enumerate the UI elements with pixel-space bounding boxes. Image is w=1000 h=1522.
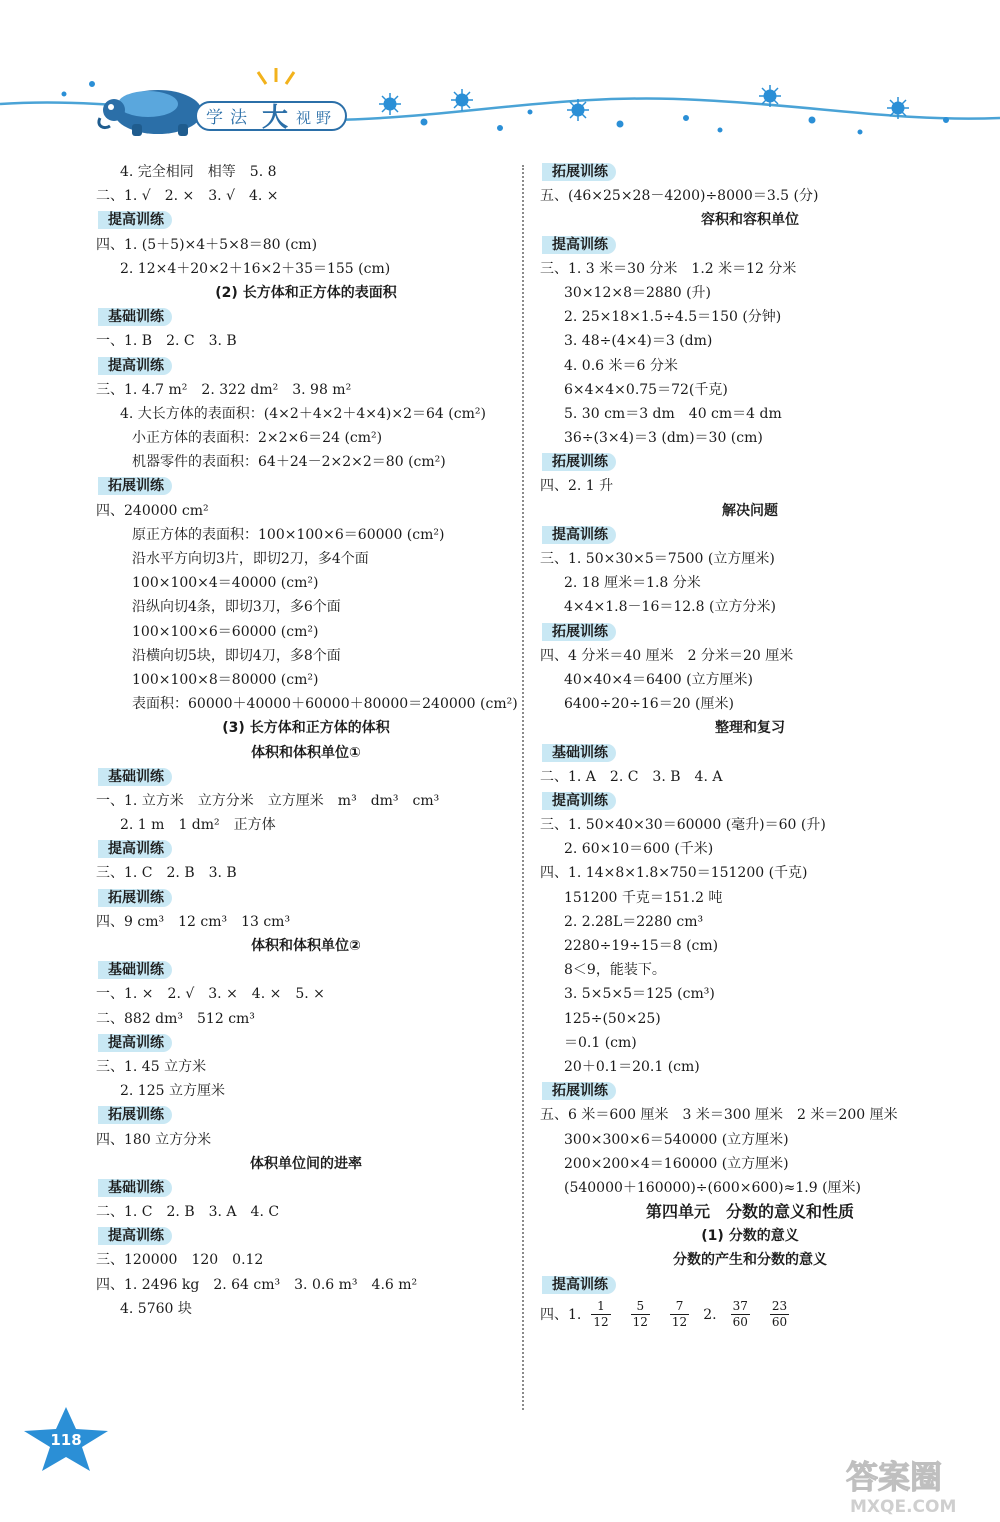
- section-label: 提高训练: [98, 357, 172, 375]
- answer-line: 三、120000 120 0.12: [96, 1252, 264, 1269]
- answer-line: 三、1. C 2. B 3. B: [96, 865, 237, 882]
- answer-line: 2. 60×10＝600 (千米): [564, 841, 714, 858]
- section-label-row: [96, 765, 516, 789]
- fraction-denominator: 12: [671, 1315, 688, 1330]
- section-label-row: [540, 1079, 960, 1103]
- answer-line: 2. 12×4＋20×2＋16×2＋35＝155 (cm): [120, 260, 391, 277]
- answer-line: 四、4 分米＝40 厘米 2 分米＝20 厘米: [540, 647, 794, 664]
- answer-line: 一、1. B 2. C 3. B: [96, 333, 237, 350]
- section-label: 基础训练: [98, 768, 172, 786]
- answer-line: 20＋0.1＝20.1 (cm): [564, 1058, 700, 1075]
- section-label-row: [96, 1031, 516, 1055]
- section-label-row: [96, 1103, 516, 1127]
- answer-line: 一、1. × 2. √ 3. × 4. × 5. ×: [96, 986, 325, 1003]
- answer-line: 200×200×4＝160000 (立方厘米): [564, 1155, 789, 1172]
- section-label: 基础训练: [98, 308, 172, 326]
- fraction-denominator: 12: [632, 1315, 648, 1330]
- answer-line: 4. 完全相同 相等 5. 8: [120, 164, 277, 180]
- answer-line: ＝0.1 (cm): [564, 1034, 637, 1051]
- fraction-numerator: 7: [670, 1299, 689, 1315]
- answer-line: 原正方体的表面积：100×100×6＝60000 (cm²): [132, 526, 445, 543]
- answer-line: 三、1. 45 立方米: [96, 1058, 207, 1075]
- answer-line: 100×100×6＝60000 (cm²): [132, 623, 319, 640]
- answer-line: 300×300×6＝540000 (立方厘米): [564, 1131, 789, 1148]
- section-heading: (3) 长方体和正方体的体积: [222, 720, 390, 737]
- answer-line: 三、1. 4.7 m² 2. 322 dm² 3. 98 m²: [96, 381, 352, 398]
- section-label: 提高训练: [542, 236, 616, 254]
- section-label: 基础训练: [542, 744, 616, 762]
- answer-line: 二、1. C 2. B 3. A 4. C: [96, 1204, 280, 1221]
- answer-line: 100×100×4＝40000 (cm²): [132, 575, 319, 592]
- section-label: 拓展训练: [542, 623, 616, 641]
- section-label: 提高训练: [542, 526, 616, 544]
- section-label-row: [96, 208, 516, 232]
- fraction-answer-line: [540, 1297, 960, 1333]
- fraction-numerator: 5: [631, 1299, 650, 1315]
- answer-line: 二、882 dm³ 512 cm³: [96, 1010, 255, 1027]
- section-label-row: [540, 523, 960, 547]
- page-number: 118: [50, 1431, 82, 1449]
- section-label-row: [540, 450, 960, 474]
- turtle-mascot-icon: [99, 90, 202, 136]
- section-heading: 体积和体积单位②: [251, 938, 361, 954]
- answer-line: 6×4×4×0.75＝72(千克): [564, 381, 728, 398]
- answer-line: 36÷(3×4)＝3 (dm)＝30 (cm): [564, 430, 763, 447]
- section-label: 提高训练: [542, 792, 616, 810]
- answer-line: 五、6 米＝600 厘米 3 米＝300 厘米 2 米＝200 厘米: [540, 1107, 898, 1124]
- svg-text:学: 学: [206, 108, 223, 128]
- watermark-main-text: 答案圈: [846, 1458, 943, 1496]
- answer-line: 4. 大长方体的表面积：(4×2＋4×2＋4×4)×2＝64 (cm²): [120, 405, 486, 422]
- svg-text:视: 视: [296, 109, 312, 127]
- section-label-row: [540, 741, 960, 765]
- section-heading: 体积单位间的进率: [250, 1155, 362, 1172]
- answer-line: 一、1. 立方米 立方分米 立方厘米 m³ dm³ cm³: [96, 792, 440, 809]
- section-label: 拓展训练: [542, 453, 616, 471]
- unit-title: 第四单元 分数的意义和性质: [645, 1202, 854, 1222]
- section-heading: 分数的产生和分数的意义: [673, 1252, 827, 1269]
- answer-line: 8＜9，能装下。: [564, 962, 666, 979]
- answer-line: 五、(46×25×28－4200)÷8000＝3.5 (分): [540, 188, 819, 205]
- section-label: 基础训练: [98, 1179, 172, 1197]
- answer-line: 100×100×8＝80000 (cm²): [132, 671, 319, 688]
- fraction: [670, 1299, 689, 1330]
- fraction-numerator: 1: [591, 1299, 610, 1315]
- answer-line: 2. 18 厘米＝1.8 分米: [564, 575, 701, 592]
- answer-line: 151200 千克＝151.2 吨: [564, 889, 723, 906]
- answer-line: 125÷(50×25): [564, 1010, 661, 1027]
- section-label-row: [96, 305, 516, 329]
- section-heading: 整理和复习: [715, 720, 785, 737]
- answer-line: 小正方体的表面积：2×2×6＝24 (cm²): [132, 430, 383, 447]
- answer-line: 三、1. 3 米＝30 分米 1.2 米＝12 分米: [540, 260, 797, 277]
- answer-line: 6400÷20÷16＝20 (厘米): [564, 696, 734, 713]
- section-heading: (1) 分数的意义: [701, 1228, 799, 1245]
- answer-line: 四、9 cm³ 12 cm³ 13 cm³: [96, 913, 291, 930]
- svg-text:大: 大: [262, 103, 289, 133]
- watermark: [842, 1452, 992, 1522]
- answer-number: 2.: [703, 1306, 717, 1323]
- answer-line: 四、1. 2496 kg 2. 64 cm³ 3. 0.6 m³ 4.6 m²: [96, 1276, 418, 1293]
- answer-line: 3. 48÷(4×4)＝3 (dm): [564, 333, 713, 350]
- answer-line: 4. 0.6 米＝6 分米: [564, 357, 678, 374]
- answer-line: 四、1. 14×8×1.8×750＝151200 (千克): [540, 865, 808, 882]
- page-number-badge: [20, 1405, 112, 1473]
- section-label-row: [96, 1176, 516, 1200]
- section-label: 提高训练: [98, 1034, 172, 1052]
- section-label: 提高训练: [98, 211, 172, 229]
- section-heading: (2) 长方体和正方体的表面积: [215, 284, 397, 301]
- answer-line: 2. 2.28L＝2280 cm³: [564, 913, 704, 930]
- section-label-row: [96, 837, 516, 861]
- fraction: [731, 1299, 750, 1330]
- watermark-sub-text: MXQE.COM: [850, 1497, 957, 1517]
- svg-text:法: 法: [230, 108, 247, 128]
- section-label: 提高训练: [542, 1276, 616, 1294]
- section-label: 拓展训练: [542, 1082, 616, 1100]
- answer-line: (540000＋160000)÷(600×600)≈1.9 (厘米): [564, 1179, 862, 1196]
- answer-line: 4×4×1.8－16＝12.8 (立方分米): [564, 599, 776, 616]
- page-header: [0, 0, 1000, 160]
- section-label-row: [540, 620, 960, 644]
- answer-line: 沿横向切5块，即切4刀，多8个面: [132, 647, 341, 664]
- svg-text:野: 野: [316, 109, 332, 127]
- answer-line: 二、1. A 2. C 3. B 4. A: [540, 768, 723, 785]
- header-banner: [0, 0, 1000, 160]
- section-label: 拓展训练: [98, 889, 172, 907]
- section-label-row: [96, 1224, 516, 1248]
- answer-line: 机器零件的表面积：64＋24－2×2×2＝80 (cm²): [132, 454, 446, 471]
- section-label-row: [540, 1273, 960, 1297]
- answer-prefix: 四、1.: [540, 1306, 582, 1323]
- section-label-row: [96, 886, 516, 910]
- answer-line: 四、180 立方分米: [96, 1131, 212, 1148]
- section-label-row: [540, 789, 960, 813]
- logo-badge: [196, 68, 346, 133]
- fraction-numerator: 37: [732, 1299, 748, 1314]
- section-label-row: [96, 354, 516, 378]
- section-label-row: [540, 160, 960, 184]
- answer-line: 四、2. 1 升: [540, 478, 614, 495]
- section-label: 提高训练: [98, 1227, 172, 1245]
- answer-line: 3. 5×5×5＝125 (cm³): [564, 986, 715, 1003]
- answer-line: 三、1. 50×40×30＝60000 (毫升)＝60 (升): [540, 817, 826, 834]
- fraction-denominator: 60: [732, 1315, 748, 1330]
- answer-line: 40×40×4＝6400 (立方厘米): [564, 671, 753, 688]
- answer-line: 二、1. √ 2. × 3. √ 4. ×: [96, 188, 279, 205]
- column-divider: [522, 165, 524, 1410]
- answer-line: 2. 25×18×1.5÷4.5＝150 (分钟): [564, 309, 782, 326]
- section-label: 基础训练: [98, 961, 172, 979]
- fraction: [631, 1299, 650, 1330]
- answer-line: 表面积：60000＋40000＋60000＋80000＝240000 (cm²): [132, 696, 518, 713]
- section-label: 拓展训练: [98, 477, 172, 495]
- answer-line: 四、240000 cm²: [96, 502, 209, 519]
- answer-line: 30×12×8＝2880 (升): [564, 284, 711, 301]
- fraction: [770, 1299, 789, 1330]
- fraction-denominator: 12: [593, 1315, 609, 1330]
- fraction-numerator: 23: [771, 1299, 788, 1314]
- section-heading: 解决问题: [722, 502, 778, 519]
- answer-line: 2. 1 m 1 dm² 正方体: [120, 817, 276, 834]
- left-column: [96, 160, 516, 1321]
- answer-line: 沿纵向切4条，即切3刀，多6个面: [132, 599, 341, 616]
- section-label-row: [96, 474, 516, 498]
- right-column: [540, 160, 960, 1333]
- section-heading: 体积和体积单位①: [251, 744, 361, 761]
- answer-line: 三、1. 50×30×5＝7500 (立方厘米): [540, 551, 775, 567]
- answer-line: 沿水平方向切3片，即切2刀，多4个面: [132, 551, 369, 567]
- section-heading: 容积和容积单位: [701, 212, 799, 229]
- answer-line: 四、1. (5＋5)×4＋5×8＝80 (cm): [96, 236, 318, 253]
- section-label: 提高训练: [98, 840, 172, 858]
- section-label-row: [96, 958, 516, 982]
- section-label: 拓展训练: [98, 1106, 172, 1124]
- answer-line: 2. 125 立方厘米: [120, 1083, 225, 1100]
- fraction-denominator: 60: [771, 1315, 788, 1330]
- answer-line: 2280÷19÷15＝8 (cm): [564, 938, 719, 954]
- star-badge-icon: [20, 1405, 112, 1473]
- answer-line: 5. 30 cm＝3 dm 40 cm＝4 dm: [564, 405, 782, 422]
- fraction: [591, 1299, 610, 1330]
- watermark-logo: [842, 1452, 992, 1518]
- section-label: 拓展训练: [542, 163, 616, 181]
- sun-rays-icon: [258, 68, 294, 84]
- section-label-row: [540, 233, 960, 257]
- answer-line: 4. 5760 块: [120, 1300, 192, 1317]
